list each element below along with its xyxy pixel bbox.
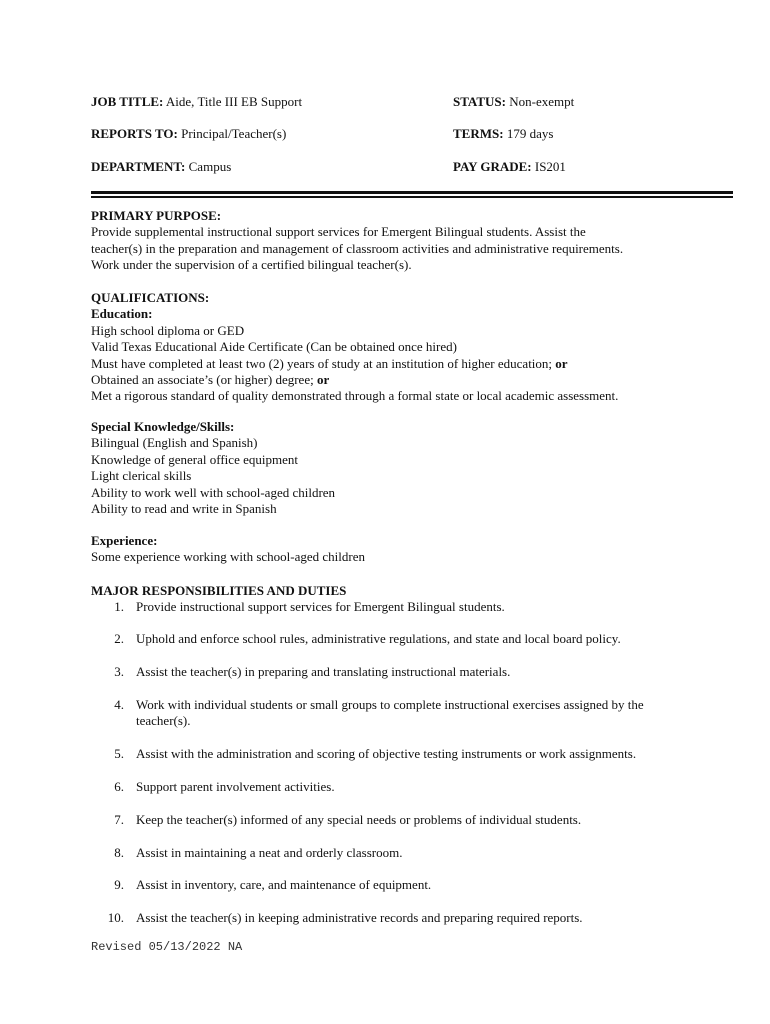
list-item-text: Assist the teacher(s) in keeping administrative records and preparing required reports. [136, 910, 583, 925]
list-item-number: 4. [114, 697, 124, 712]
responsibilities-heading-wrap [91, 583, 691, 599]
reports-to-label: REPORTS TO: [91, 126, 178, 141]
pay-grade-label: PAY GRADE: [453, 159, 532, 174]
qualifications-heading: QUALIFICATIONS: [91, 290, 210, 305]
header-row-department [91, 159, 711, 177]
list-item-number: 1. [114, 599, 124, 614]
reports-to-field [91, 126, 286, 142]
skills-line: Bilingual (English and Spanish) [91, 435, 258, 451]
education-line [91, 372, 691, 388]
terms-value: 179 days [503, 126, 554, 141]
list-item-text: Assist with the administration and scoring of objective testing instruments or work assignments. [136, 746, 637, 761]
header-divider-bottom [91, 196, 733, 198]
list-item-number: 8. [114, 845, 124, 860]
list-item-number: 2. [114, 631, 124, 646]
experience-heading: Experience: [91, 533, 158, 548]
skills-line: Light clerical skills [91, 468, 192, 484]
skills-line: Ability to read and write in Spanish [91, 501, 277, 517]
education-line-text: Valid Texas Educational Aide Certificate (Can be obtained once hired) [91, 339, 457, 355]
terms-label: TERMS: [453, 126, 504, 141]
experience-section [91, 533, 691, 566]
pay-grade-field [453, 159, 566, 175]
education-line [91, 388, 691, 404]
list-item-text: Assist in maintaining a neat and orderly classroom. [136, 845, 403, 860]
list-item-text: Keep the teacher(s) informed of any special needs or problems of individual students. [136, 812, 582, 827]
pay-grade-value: IS201 [531, 159, 566, 174]
job-title-value: Aide, Title III EB Support [163, 94, 303, 109]
list-item-text: Provide instructional support services for Emergent Bilingual students. [136, 599, 505, 614]
education-line [91, 339, 691, 355]
terms-field [453, 126, 553, 142]
education-line-text: Met a rigorous standard of quality demonstrated through a formal state or local academic assessment. [91, 388, 619, 404]
skills-section [91, 419, 691, 517]
list-item-number: 7. [114, 812, 124, 827]
skills-line: Ability to work well with school-aged children [91, 484, 336, 500]
list-item-number: 5. [114, 746, 124, 761]
responsibilities-heading: MAJOR RESPONSIBILITIES AND DUTIES [91, 583, 347, 598]
header-row-job-title [91, 94, 711, 112]
education-heading: Education: [91, 306, 153, 322]
list-item-text: Uphold and enforce school rules, administrative regulations, and state and local board policy. [136, 631, 621, 646]
list-item-number: 10. [107, 910, 124, 925]
education-line-text: High school diploma or GED [91, 322, 245, 338]
education-line-text: Obtained an associate’s (or higher) degree; [91, 372, 317, 388]
skills-line: Knowledge of general office equipment [91, 451, 298, 467]
experience-line: Some experience working with school-aged children [91, 549, 365, 565]
department-field [91, 159, 231, 175]
list-item-text: Support parent involvement activities. [136, 779, 335, 794]
education-line [91, 323, 691, 339]
primary-purpose-line: Provide supplemental instructional support services for Emergent Bilingual students. Assist the [91, 224, 586, 240]
list-item-number: 3. [114, 664, 124, 679]
status-field [453, 94, 574, 110]
primary-purpose-section [91, 208, 691, 274]
qualifications-section [91, 290, 691, 405]
education-line-text: Must have completed at least two (2) years of study at an institution of higher education; [91, 355, 556, 371]
reports-to-value: Principal/Teacher(s) [177, 126, 287, 141]
primary-purpose-line: teacher(s) in the preparation and management of classroom activities and administrative requirements. [91, 240, 624, 256]
primary-purpose-line: Work under the supervision of a certified bilingual teacher(s). [91, 257, 412, 273]
education-line [91, 356, 691, 372]
department-label: DEPARTMENT: [91, 159, 186, 174]
list-item-number: 6. [114, 779, 124, 794]
education-line-connector: or [555, 355, 568, 371]
education-line-connector: or [316, 372, 330, 388]
list-item-text: Assist the teacher(s) in preparing and translating instructional materials. [136, 664, 511, 679]
job-title-label: JOB TITLE: [91, 94, 164, 109]
primary-purpose-heading: PRIMARY PURPOSE: [91, 208, 222, 223]
list-item-number: 9. [114, 877, 124, 892]
list-item-text: Work with individual students or small groups to complete instructional exercises assigned by the [136, 697, 644, 712]
skills-heading: Special Knowledge/Skills: [91, 419, 235, 434]
status-label: STATUS: [453, 94, 506, 109]
header-row-reports-to [91, 126, 711, 144]
revision-footer: Revised 05/13/2022 NA [91, 940, 243, 954]
job-title-field [91, 94, 302, 110]
department-value: Campus [185, 159, 232, 174]
list-item-text: Assist in inventory, care, and maintenance of equipment. [136, 877, 432, 892]
status-value: Non-exempt [505, 94, 575, 109]
header-divider-top [91, 191, 733, 194]
list-item-text: teacher(s). [136, 713, 191, 729]
